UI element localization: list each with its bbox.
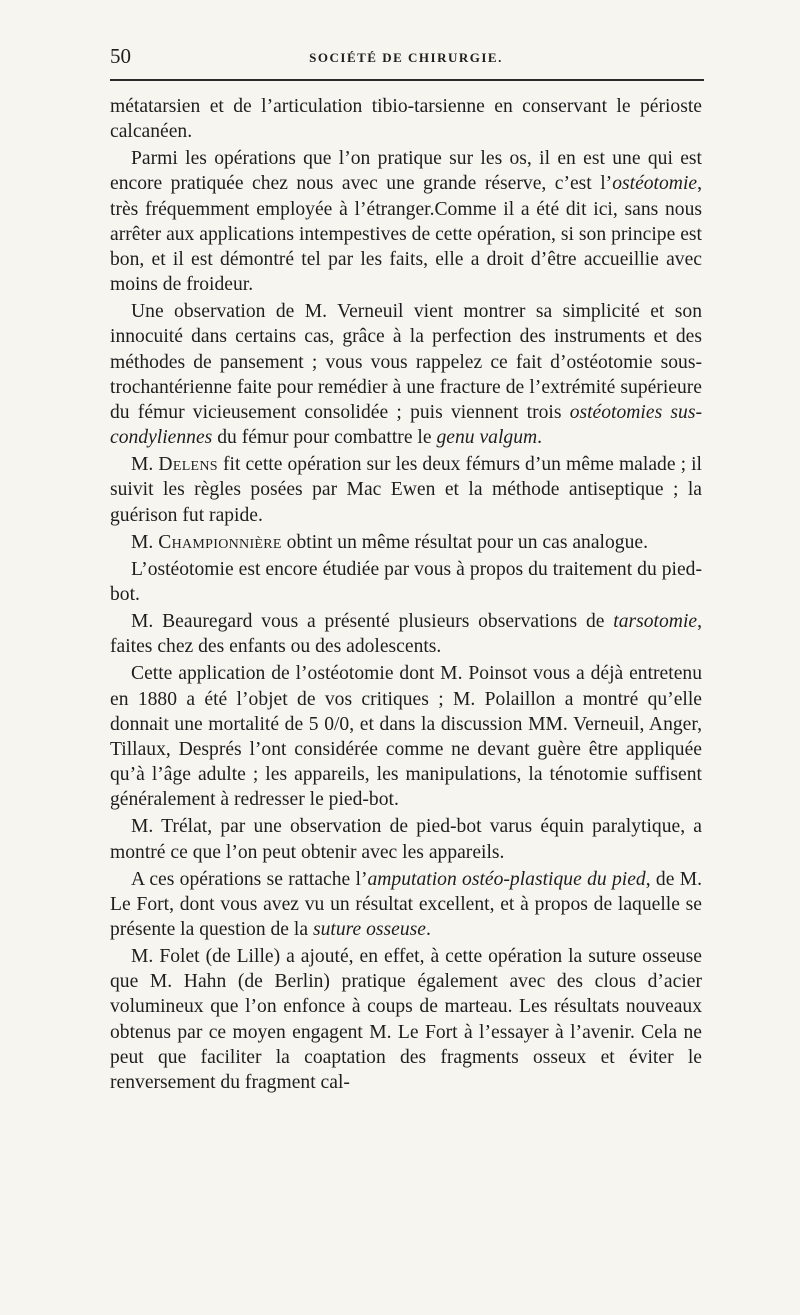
italic-term: ostéotomies sus-condyliennes <box>110 401 702 449</box>
paragraph: M. Trélat, par une observation de pied-bot varus équin paralytique, a montré ce que l’on peut obtenir avec les appareils. <box>110 816 702 863</box>
paragraph: A ces opérations se rattache l’amputation ostéo-plastique du pied, de M. Le Fort, dont vous avez vu un résultat excellent, et à propos de laquelle se présente la question de la suture osseuse. <box>110 868 703 940</box>
italic-term: ostéotomie <box>612 173 698 195</box>
paragraph: L’ostéotomie est encore étudiée par vous à propos du traitement du pied-bot. <box>110 558 702 605</box>
header-rule <box>110 79 704 81</box>
paragraph: Une observation de M. Verneuil vient montrer sa simplicité et son innocuité dans certains cas, grâce à la perfection des instruments et des méthodes de pansement ; vous vous rappelez ce fait d’ostéotomie sous-trochantérienne faite pour remédier à une fracture de l’extrémité supérieure du fémur vicieusement consolidée ; puis viennent trois ostéotomies sus-condyliennes du fémur pour combattre le genu valgum. <box>110 301 702 449</box>
author-name: Delens <box>158 454 218 476</box>
paragraph: métatarsien et de l’articulation tibio-tarsienne en conservant le périoste calcanéen. <box>110 96 702 143</box>
paragraph: M. Beauregard vous a présenté plusieurs observations de tarsotomie, faites chez des enfants ou des adolescents. <box>110 611 702 658</box>
italic-term: amputation ostéo-plastique du pied <box>367 868 646 890</box>
page-number: 50 <box>110 44 131 68</box>
paragraph: Parmi les opérations que l’on pratique sur les os, il en est une qui est encore pratiquée chez nous avec une grande réserve, c’est l’ostéotomie, très fréquemment employée à l’étranger.Comme il a été dit ici, sans nous arrêter aux applications intempestives de cette opération, si son principe est bon, et il est démontré tel par les faits, elle a droit d’être accueillie avec moins de froideur. <box>110 148 702 296</box>
paragraph: Cette application de l’ostéotomie dont M. Poinsot vous a déjà entretenu en 1880 a été l’objet de vos critiques ; M. Polaillon a montré qu’elle donnait une mortalité de 5 0/0, et dans la discussion MM. Verneuil, Anger, Tillaux, Després l’ont considérée comme ne devant guère être appliquée qu’à l’âge adulte ; les appareils, les manipulations, la ténotomie suffisent généralement à redresser le pied-bot. <box>110 663 702 811</box>
paragraph: M. Delens fit cette opération sur les deux fémurs d’un même malade ; il suivit les règles posées par Mac Ewen et la méthode antiseptique ; la guérison fut rapide. <box>110 454 702 526</box>
paragraph: M. Folet (de Lille) a ajouté, en effet, à cette opération la suture osseuse que M. Hahn (de Berlin) pratique également avec des clous d’acier volumineux que l’on enfonce à coups de marteau. Les résultats nouveaux obtenus par ce moyen engagent M. Le Fort à l’essayer à l’avenir. Cela ne peut que faciliter la coaptation des fragments osseux et éviter le renversement du fragment cal- <box>110 946 702 1093</box>
italic-term: tarsotomie <box>613 611 698 633</box>
paragraph: M. Championnière obtint un même résultat pour un cas analogue. <box>131 531 648 553</box>
body-text <box>110 94 702 1095</box>
running-title: SOCIÉTÉ DE CHIRURGIE. <box>309 50 503 65</box>
italic-term: suture osseuse <box>312 919 426 940</box>
author-name: Championnière <box>158 531 282 553</box>
page-header <box>110 44 702 68</box>
italic-term: genu valgum <box>436 427 538 449</box>
